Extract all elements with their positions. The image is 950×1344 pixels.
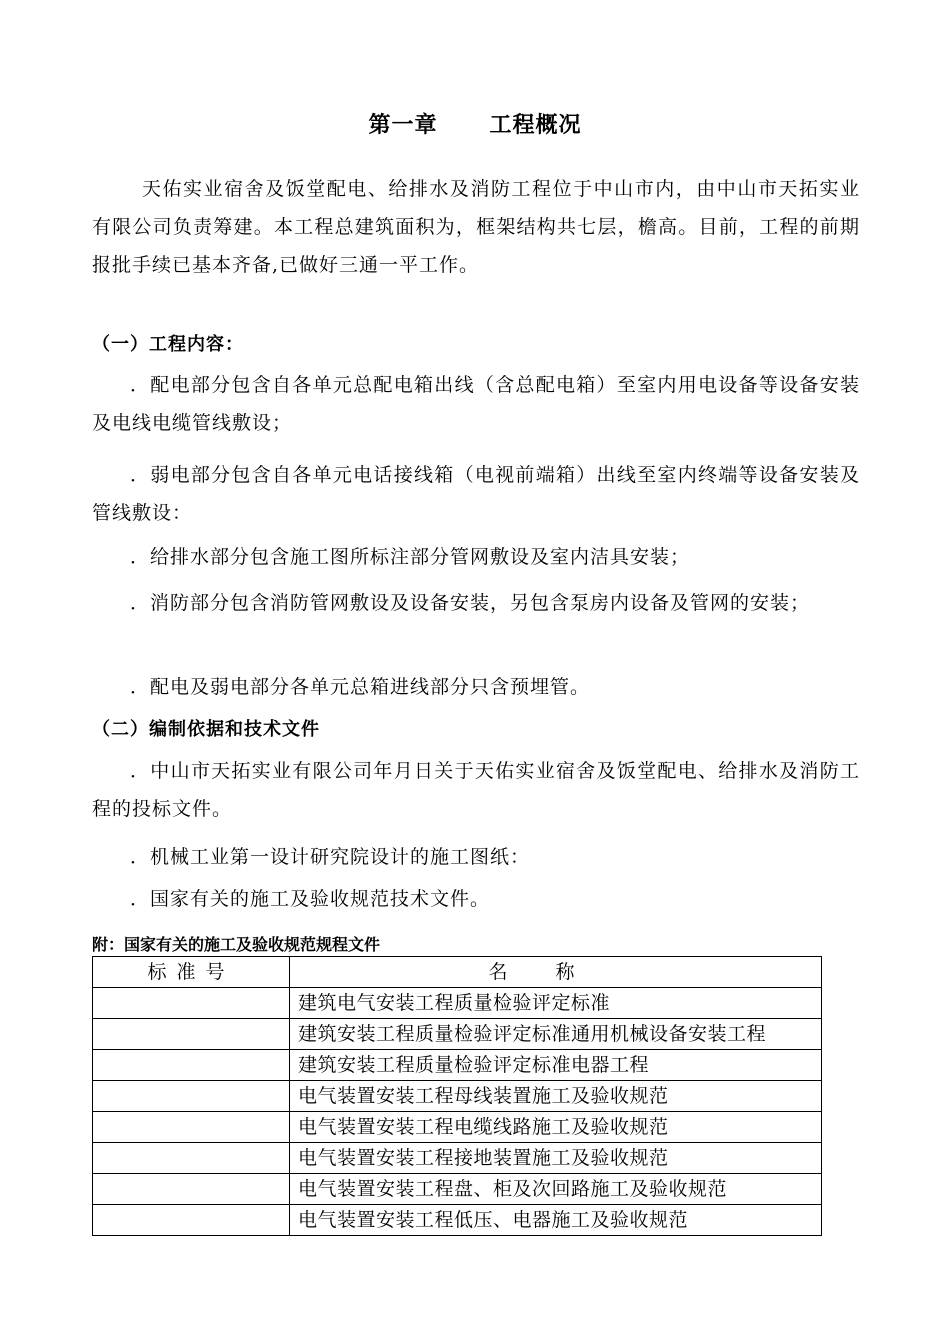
- table-row: [93, 1050, 822, 1081]
- standard-code: [93, 1081, 290, 1112]
- table-row: [93, 1081, 822, 1112]
- table-header-row: [93, 957, 822, 988]
- table-row: [93, 1019, 822, 1050]
- standard-name: 电气装置安装工程盘、柜及次回路施工及验收规范: [290, 1174, 822, 1205]
- section-heading-basis: （二）编制依据和技术文件: [92, 719, 320, 740]
- list-item: ．机械工业第一设计研究院设计的施工图纸：: [130, 846, 531, 868]
- list-item: ．给排水部分包含施工图所标注部分管网敷设及室内洁具安装；: [130, 546, 691, 568]
- table-row: [93, 1112, 822, 1143]
- standard-name: 电气装置安装工程低压、电器施工及验收规范: [290, 1205, 822, 1236]
- standard-code: [93, 1019, 290, 1050]
- intro-paragraph: 天佑实业宿舍及饭堂配电、给排水及消防工程位于中山市内，由中山市天拓实业有限公司负责筹建。本工程总建筑面积为，框架结构共七层，檐高。目前，工程的前期报批手续已基本齐备,已做好三通一平工作。: [92, 178, 860, 276]
- standard-name: 建筑安装工程质量检验评定标准通用机械设备安装工程: [290, 1019, 822, 1050]
- column-header-name: 名称: [290, 957, 822, 988]
- chapter-name: 工程概况: [489, 113, 582, 138]
- standard-name: 电气装置安装工程母线装置施工及验收规范: [290, 1081, 822, 1112]
- table-row: [93, 1143, 822, 1174]
- chapter-title: [0, 108, 950, 139]
- standard-name: 建筑电气安装工程质量检验评定标准: [290, 988, 822, 1019]
- column-header-code: 标准号: [93, 957, 290, 988]
- standard-name: 电气装置安装工程接地装置施工及验收规范: [290, 1143, 822, 1174]
- standard-name: 电气装置安装工程电缆线路施工及验收规范: [290, 1112, 822, 1143]
- standard-code: [93, 1050, 290, 1081]
- list-item: ．中山市天拓实业有限公司年月日关于天佑实业宿舍及饭堂配电、给排水及消防工程的投标文件。: [92, 760, 860, 820]
- standard-code: [93, 1112, 290, 1143]
- appendix-title: 附：国家有关的施工及验收规范规程文件: [92, 935, 381, 954]
- standard-code: [93, 988, 290, 1019]
- standard-code: [93, 1174, 290, 1205]
- list-item: ．配电及弱电部分各单元总箱进线部分只含预埋管。: [130, 676, 591, 698]
- standards-table: [92, 956, 822, 1236]
- standard-code: [93, 1205, 290, 1236]
- list-item: ．消防部分包含消防管网敷设及设备安装，另包含泵房内设备及管网的安装；: [130, 592, 811, 614]
- table-row: [93, 1174, 822, 1205]
- standard-name: 建筑安装工程质量检验评定标准电器工程: [290, 1050, 822, 1081]
- standard-code: [93, 1143, 290, 1174]
- list-item: ．国家有关的施工及验收规范技术文件。: [130, 888, 491, 910]
- table-row: [93, 988, 822, 1019]
- section-heading-content: （一）工程内容：: [92, 334, 244, 355]
- chapter-number: 第一章: [368, 113, 438, 138]
- list-item: ．弱电部分包含自各单元电话接线箱（电视前端箱）出线至室内终端等设备安装及管线敷设：: [92, 464, 860, 524]
- list-item: ．配电部分包含自各单元总配电箱出线（含总配电箱）至室内用电设备等设备安装及电线电缆管线敷设；: [92, 374, 860, 434]
- table-row: [93, 1205, 822, 1236]
